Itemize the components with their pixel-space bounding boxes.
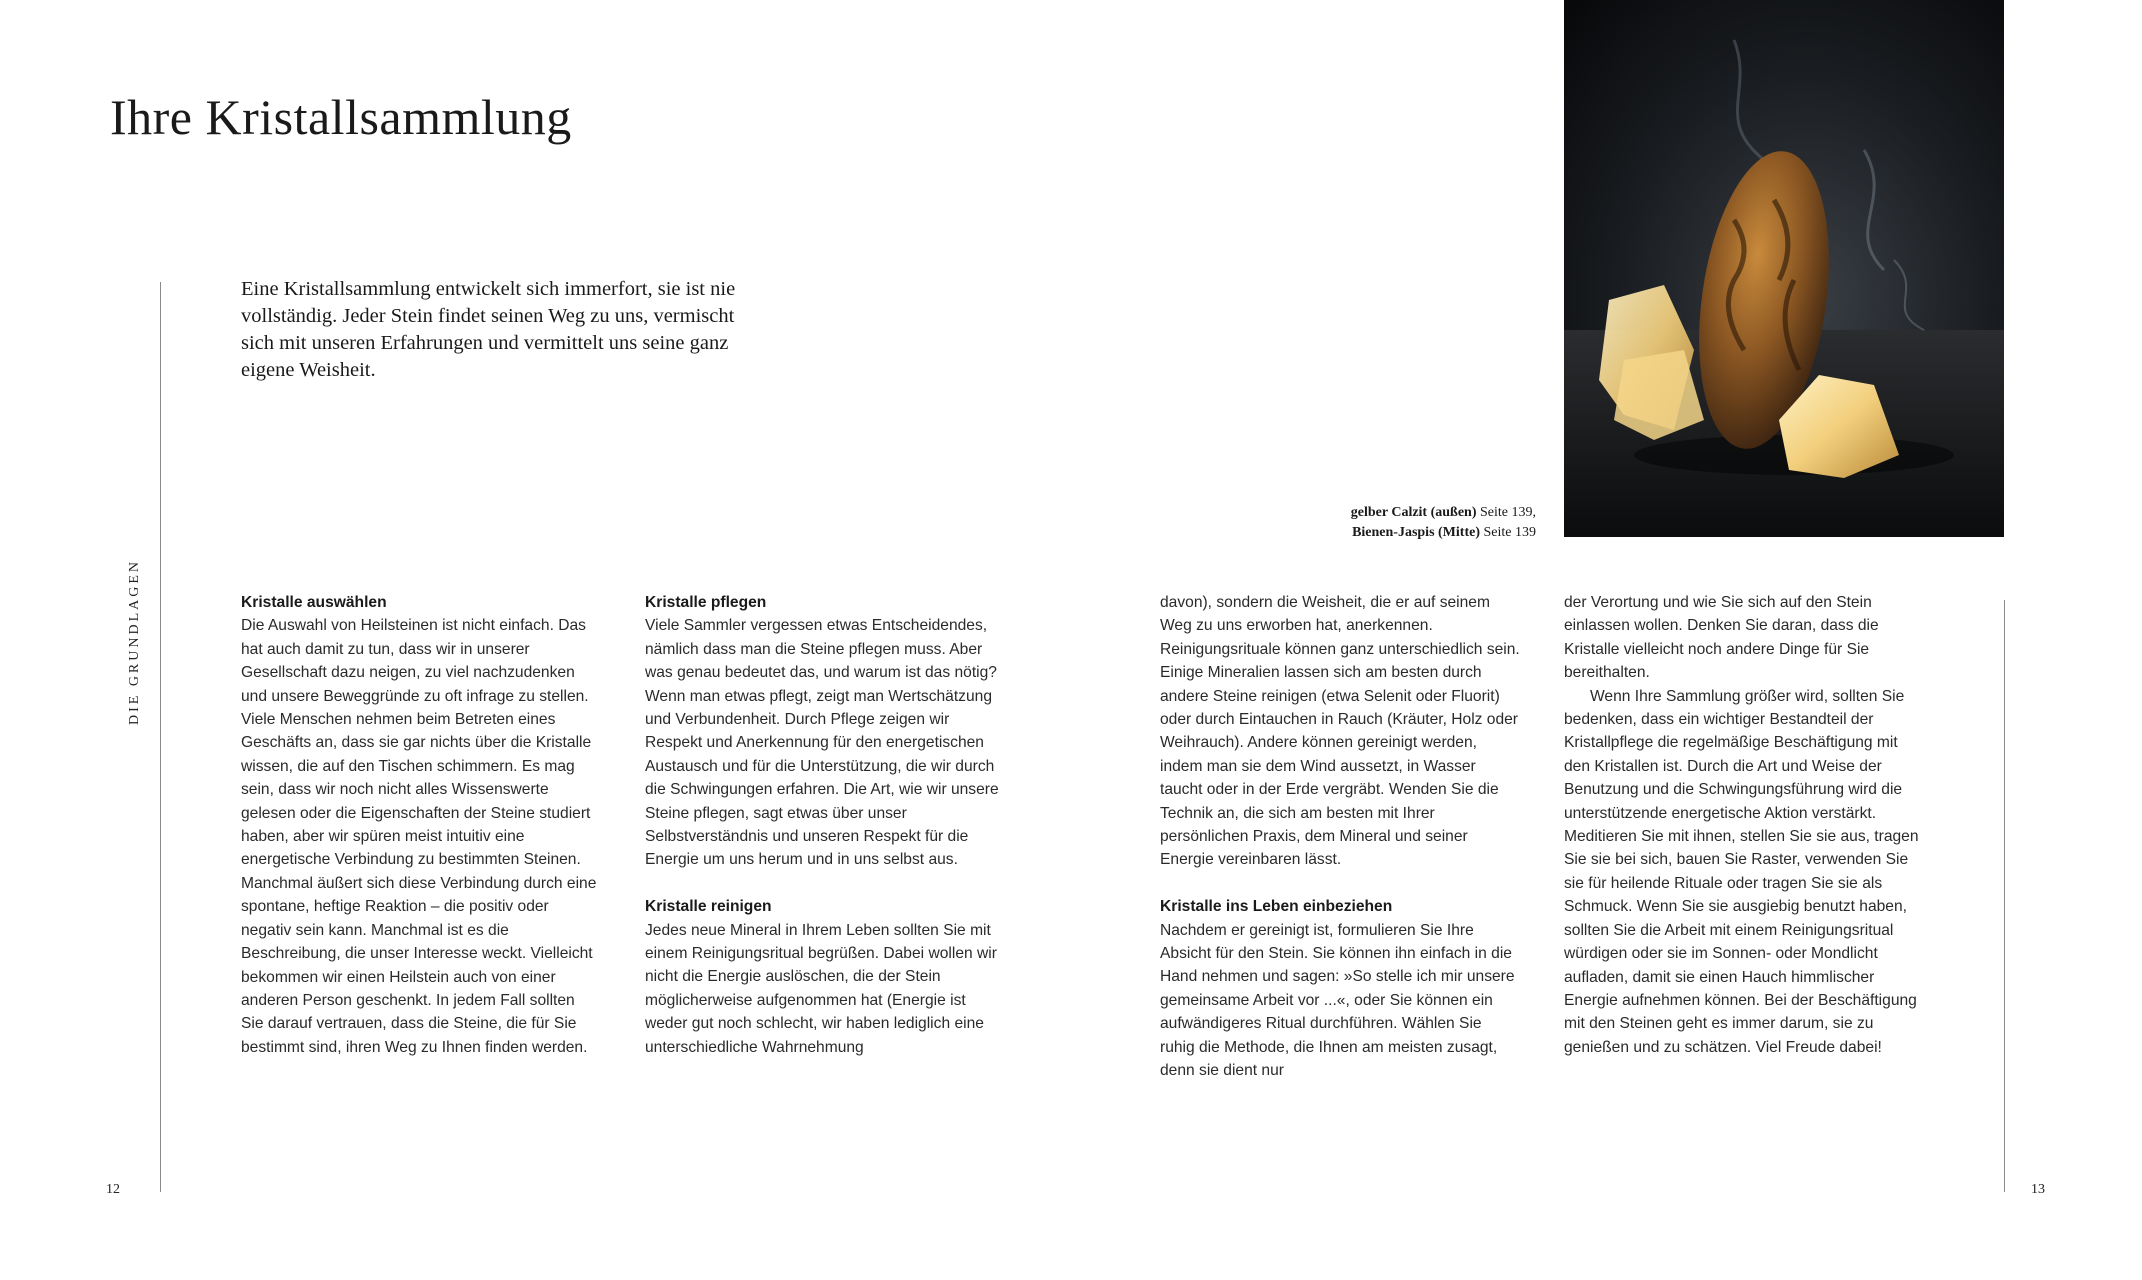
caption-stone-1: gelber Calzit (außen) [1350, 505, 1477, 520]
caption-page-ref-1: Seite 139, [1476, 505, 1536, 520]
column-2-text-2: Jedes neue Mineral in Ihrem Leben sollten Sie mit einem Reinigungsritual begrüßen. Dabei wollen wir nicht die Energie auslöschen, die der Stein möglicherweise aufgenommen hat (Energie ist weder gut noch schlecht, wir haben lediglich eine unterschiedliche Wahrnehmung [645, 921, 997, 1056]
section-side-label-text: DIE GRUNDLAGEN [127, 558, 142, 725]
page-number-right: 13 [2031, 1182, 2045, 1197]
heading-kristalle-pflegen: Kristalle pflegen [645, 594, 767, 611]
column-2 [645, 591, 1005, 1059]
column-1-text: Die Auswahl von Heilsteinen ist nicht einfach. Das hat auch damit zu tun, dass wir in unserer Gesellschaft dazu neigen, zu viel nachzudenken und unsere Beweggründe zu oft infrage zu stellen. Viele Menschen nehmen beim Betreten eines Geschäfts an, dass sie gar nichts über die Kristalle wissen, die auf den Tischen schimmern. Es mag sein, dass wir noch nicht alles Wissenswerte gelesen oder die Eigenschaften der Steine studiert haben, aber wir spüren meist intuitiv eine energetische Verbindung zu bestimmten Steinen. Manchmal äußert sich diese Verbindung durch eine spontane, heftige Reaktion – die positiv oder negativ sein kann. Manchmal ist es die Beschreibung, die unser Interesse weckt. Vielleicht bekommen wir einen Heilstein auch von einer anderen Person geschenkt. In jedem Fall sollten Sie darauf vertrauen, dass die Steine, die für Sie bestimmt sind, ihren Weg zu Ihnen finden werden. [241, 617, 597, 1056]
heading-kristalle-auswaehlen: Kristalle auswählen [241, 594, 387, 611]
column-4-text-2: Wenn Ihre Sammlung größer wird, sollten Sie bedenken, dass ein wichtiger Bestandteil der Kristallpflege die regelmäßige Beschäftigung mit den Kristallen ist. Durch die Art und Weise der Benutzung und die Schwingungsführung wird die unterstützende energetische Aktion verstärkt. Meditieren Sie mit ihnen, stellen Sie sie aus, tragen Sie sie bei sich, bauen Sie Raster, verwenden Sie sie für heilende Rituale oder tragen Sie sie als Schmuck. Wenn Sie sie ausgiebig benutzt haben, sollten Sie die Arbeit mit einem Reinigungsritual würdigen oder sie im Sonnen- oder Mondlicht aufladen, damit sie einen Hauch himmlischer Energie aufnehmen können. Bei der Beschäftigung mit den Steinen geht es immer darum, sie zu genießen und zu schätzen. Viel Freude dabei! [1564, 687, 1919, 1056]
page-title: Ihre Kristallsammlung [110, 89, 572, 145]
column-4-text-1: der Verortung und wie Sie sich auf den Stein einlassen wollen. Denken Sie daran, dass die Kristalle vielleicht noch andere Dinge für Sie bereithalten. [1564, 594, 1879, 682]
column-2-text-1: Viele Sammler vergessen etwas Entscheidendes, nämlich dass man die Steine pflegen muss. Aber was genau bedeutet das, und warum ist das nötig? Wenn man etwas pflegt, zeigt man Wertschätzung und Verbundenheit. Durch Pflege zeigen wir Respekt und Anerkennung für den energetischen Austausch und für die Unterstützung, die wir durch die Schwingungen erfahren. Die Art, wie wir unsere Steine pflegen, sagt etwas über unser Selbstverständnis und unseren Respekt für die Energie um uns herum und in uns selbst aus. [645, 617, 999, 869]
left-margin-rule [160, 282, 161, 1192]
heading-kristalle-ins-leben: Kristalle ins Leben einbeziehen [1160, 898, 1393, 916]
column-3-text-2: Nachdem er gereinigt ist, formulieren Sie Ihre Absicht für den Stein. Sie können ihn einfach in die Hand nehmen und sagen: »So stelle ich mir unsere gemeinsame Arbeit vor ...«, oder Sie können ein aufwändigeres Ritual durchführen. Wählen Sie ruhig die Methode, die Ihnen am meisten zusagt, denn sie dient nur [1160, 921, 1515, 1080]
right-margin-rule [2004, 600, 2005, 1192]
intro-paragraph: Eine Kristallsammlung entwickelt sich immerfort, sie ist nie vollständig. Jeder Stein findet seinen Weg zu uns, vermischt sich mit unseren Erfahrungen und vermittelt uns seine ganz eigene Weisheit. [241, 278, 736, 381]
caption-stone-2: Bienen-Jaspis (Mitte) [1352, 525, 1480, 540]
section-side-label [127, 558, 142, 725]
crystal-photo [1564, 0, 2004, 537]
column-3-text-1: davon), sondern die Weisheit, die er auf seinem Weg zu uns erworben hat, anerkennen. Reinigungsrituale können ganz unterschiedlich sein. Einige Mineralien lassen sich am besten durch andere Steine reinigen (etwa Selenit oder Fluorit) oder durch Eintauchen in Rauch (Kräuter, Holz oder Weihrauch). Andere können gereinigt werden, indem man sie dem Wind aussetzt, in Wasser taucht oder in der Erde vergräbt. Wenden Sie die Technik an, die sich am besten mit Ihrer persönlichen Praxis, dem Mineral und seiner Energie vereinbaren lässt. [1160, 594, 1520, 869]
column-4 [1564, 591, 1924, 1059]
photo-caption [1216, 503, 1536, 543]
caption-line-1 [1216, 503, 1536, 523]
heading-kristalle-reinigen: Kristalle reinigen [645, 898, 772, 916]
page-number-left: 12 [106, 1182, 120, 1197]
column-1 [241, 591, 601, 1059]
column-3 [1160, 591, 1520, 1083]
caption-page-ref-2: Seite 139 [1480, 525, 1536, 540]
caption-line-2 [1216, 523, 1536, 543]
